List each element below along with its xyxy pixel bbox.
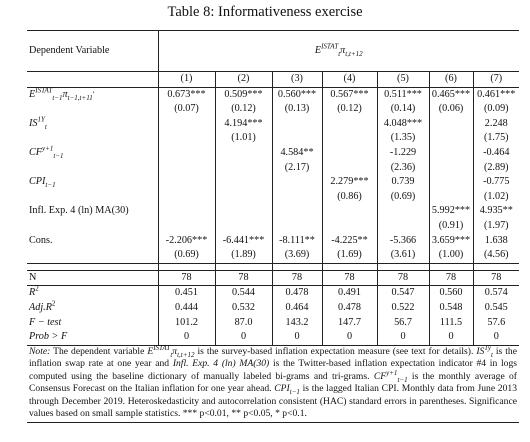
table-title: Table 8: Informativeness exercise [167, 4, 363, 20]
coefficient-cell [429, 117, 473, 132]
dependent-variable-label: Dependent Variable [27, 31, 158, 72]
coefficient-cell: 2.248 [473, 117, 519, 132]
standard-error-cell [215, 219, 272, 234]
coefficient-row [27, 87, 519, 102]
standard-error-cell: (1.02) [473, 190, 519, 205]
column-header: (5) [377, 72, 429, 88]
standard-error-cell: (1.97) [473, 219, 519, 234]
coefficient-cell [158, 204, 215, 219]
statistic-cell: 0 [215, 330, 272, 345]
coefficient-cell: 3.659*** [429, 234, 473, 249]
column-header: (7) [473, 72, 519, 88]
regression-table [27, 30, 519, 346]
coefficient-cell [272, 175, 322, 190]
standard-error-cell: (4.56) [473, 248, 519, 263]
column-header: (1) [158, 72, 215, 88]
statistic-cell: 0.464 [272, 301, 322, 316]
standard-error-cell: (0.14) [377, 102, 429, 117]
standard-error-cell [272, 190, 322, 205]
standard-error-cell [158, 161, 215, 176]
statistic-cell: 0.478 [322, 301, 377, 316]
coefficient-cell: 0.567*** [322, 87, 377, 102]
coefficient-cell: 0.465*** [429, 87, 473, 102]
statistic-cell: 0.574 [473, 286, 519, 301]
coefficient-cell: 0.461*** [473, 87, 519, 102]
standard-error-cell: (0.69) [158, 248, 215, 263]
statistic-cell: 78 [215, 270, 272, 286]
standard-error-row [27, 219, 519, 234]
statistic-cell: 78 [158, 270, 215, 286]
standard-error-cell: (0.13) [272, 102, 322, 117]
statistic-cell: 0.547 [377, 286, 429, 301]
standard-error-cell: (3.61) [377, 248, 429, 263]
variable-label: $CPI_{t-1}$ [29, 176, 56, 190]
standard-error-cell [429, 131, 473, 146]
coefficient-cell: 4.048*** [377, 117, 429, 132]
coefficient-cell: 1.638 [473, 234, 519, 249]
standard-error-cell: (2.36) [377, 161, 429, 176]
coefficient-cell: -8.111** [272, 234, 322, 249]
standard-error-cell: (0.07) [158, 102, 215, 117]
statistic-cell: 56.7 [377, 316, 429, 331]
standard-error-cell [429, 161, 473, 176]
statistic-row [27, 330, 519, 345]
statistic-row [27, 316, 519, 331]
coefficient-cell: -2.206*** [158, 234, 215, 249]
column-header: (6) [429, 72, 473, 88]
statistic-row [27, 270, 519, 286]
statistic-row [27, 286, 519, 301]
statistic-label: $Adj.R^2$ [29, 299, 56, 313]
standard-error-row [27, 161, 519, 176]
coefficient-cell [429, 175, 473, 190]
statistic-cell: 0 [377, 330, 429, 345]
coefficient-cell: 5.992*** [429, 204, 473, 219]
standard-error-cell: (2.17) [272, 161, 322, 176]
column-header: (4) [322, 72, 377, 88]
standard-error-row [27, 131, 519, 146]
statistic-cell: 78 [322, 270, 377, 286]
statistic-cell: 143.2 [272, 316, 322, 331]
statistic-cell: 0 [473, 330, 519, 345]
coefficient-cell: -0.775 [473, 175, 519, 190]
standard-error-cell: (1.35) [377, 131, 429, 146]
standard-error-cell [322, 131, 377, 146]
coefficient-cell [272, 117, 322, 132]
statistic-cell: 147.7 [322, 316, 377, 331]
coefficient-cell [158, 146, 215, 161]
coefficient-row [27, 117, 519, 132]
standard-error-cell: (1.75) [473, 131, 519, 146]
standard-error-cell: (0.06) [429, 102, 473, 117]
statistic-cell: 78 [473, 270, 519, 286]
statistic-cell: 87.0 [215, 316, 272, 331]
coefficient-cell [322, 146, 377, 161]
statistic-cell: 0.545 [473, 301, 519, 316]
statistic-cell: 0.532 [215, 301, 272, 316]
coefficient-row [27, 204, 519, 219]
coefficient-cell [158, 175, 215, 190]
standard-error-cell: (0.69) [377, 190, 429, 205]
spacer-row [27, 263, 519, 270]
coefficient-cell [322, 204, 377, 219]
standard-error-cell: (2.89) [473, 161, 519, 176]
standard-error-cell: (0.86) [322, 190, 377, 205]
coefficient-row [27, 234, 519, 249]
coefficient-cell: 4.584** [272, 146, 322, 161]
statistic-cell: 0.444 [158, 301, 215, 316]
standard-error-cell [158, 219, 215, 234]
coefficient-row [27, 146, 519, 161]
standard-error-cell: (1.89) [215, 248, 272, 263]
standard-error-cell [377, 219, 429, 234]
standard-error-cell: (0.09) [473, 102, 519, 117]
standard-error-row [27, 102, 519, 117]
statistic-cell: 0.548 [429, 301, 473, 316]
coefficient-cell [215, 146, 272, 161]
standard-error-cell: (0.12) [322, 102, 377, 117]
coefficient-rows [27, 87, 519, 270]
standard-error-cell: (1.00) [429, 248, 473, 263]
statistic-cell: 111.5 [429, 316, 473, 331]
statistic-cell: 0.560 [429, 286, 473, 301]
statistic-cell: 0.491 [322, 286, 377, 301]
coefficient-cell: -6.441*** [215, 234, 272, 249]
statistic-cell: 0 [429, 330, 473, 345]
statistic-cell: 0 [158, 330, 215, 345]
coefficient-cell: 0.673*** [158, 87, 215, 102]
column-number-row [27, 72, 519, 88]
statistic-cell: 57.6 [473, 316, 519, 331]
variable-label: $CF^{y+1}_{t-1}$ [29, 144, 64, 160]
statistic-row [27, 301, 519, 316]
statistic-label: F − test [29, 316, 62, 328]
coefficient-row [27, 175, 519, 190]
standard-error-cell [272, 131, 322, 146]
coefficient-cell [215, 175, 272, 190]
coefficient-cell [322, 117, 377, 132]
coefficient-cell [377, 204, 429, 219]
coefficient-cell: -4.225** [322, 234, 377, 249]
standard-error-cell [158, 190, 215, 205]
standard-error-row [27, 248, 519, 263]
coefficient-cell: 0.511*** [377, 87, 429, 102]
coefficient-cell: 0.739 [377, 175, 429, 190]
variable-label: Infl. Exp. 4 (ln) MA(30) [29, 205, 129, 217]
coefficient-cell: 2.279*** [322, 175, 377, 190]
standard-error-row [27, 190, 519, 205]
statistic-cell: 0 [322, 330, 377, 345]
coefficient-cell: -0.464 [473, 146, 519, 161]
table-note: Note: The dependent variable $E^{ISTAT}_t\pi_{t,t+12}$ is the survey-based inflation expectation measure (see text for details). $IS^{1y}_t$ is the inflation swap rate at one year and Infl. Exp. 4 (ln) MA(30) is the Twitter-based inflation expectation indicator #4 in logs computed using the baseline dictionary of manually labeled bi-grams and tri-grams. $CF^{y+1}_{t-1}$ is the monthly average of Consensus Forecast on the Italian inflation for one year ahead. $CPI_{t-1}$ is the lagged Italian CPI. Monthly data from June 2013 through December 2019. Heteroskedasticity and autocorrelation consistent (HAC) standard errors in parentheses. Significance values based on small sample statistics. *** p<0.01, ** p<0.05, * p<0.1. [27, 344, 519, 423]
statistic-label: Prob > F [27, 330, 158, 345]
standard-error-cell [322, 161, 377, 176]
statistic-cell: 0.522 [377, 301, 429, 316]
coefficient-cell: 0.509*** [215, 87, 272, 102]
statistic-label: N [27, 270, 158, 286]
standard-error-cell [215, 190, 272, 205]
coefficient-cell [272, 204, 322, 219]
dependent-variable-name: $E^{ISTAT}_t\pi_{t,t+12}$ [158, 31, 519, 72]
standard-error-cell: (0.91) [429, 219, 473, 234]
standard-error-cell [272, 219, 322, 234]
statistic-cell: 0.478 [272, 286, 322, 301]
column-header: (3) [272, 72, 322, 88]
standard-error-cell: (0.12) [215, 102, 272, 117]
coefficient-cell: 0.560*** [272, 87, 322, 102]
coefficient-cell: -5.366 [377, 234, 429, 249]
variable-label: $E^{ISTAT}_{t-1}\pi_{t-1,t+11}^,$ [29, 86, 95, 102]
statistic-cell: 0.544 [215, 286, 272, 301]
coefficient-cell [158, 117, 215, 132]
coefficient-cell: 4.194*** [215, 117, 272, 132]
header-row [27, 31, 519, 72]
coefficient-cell [429, 146, 473, 161]
standard-error-cell [215, 161, 272, 176]
standard-error-cell: (1.69) [322, 248, 377, 263]
statistic-cell: 0.451 [158, 286, 215, 301]
standard-error-cell: (3.69) [272, 248, 322, 263]
standard-error-cell [158, 131, 215, 146]
column-header: (2) [215, 72, 272, 88]
variable-label: $IS^{1Y}_t$ [29, 115, 47, 131]
standard-error-cell [322, 219, 377, 234]
statistic-cell: 78 [377, 270, 429, 286]
coefficient-cell: -1.229 [377, 146, 429, 161]
statistic-cell: 101.2 [158, 316, 215, 331]
statistic-cell: 78 [272, 270, 322, 286]
statistic-cell: 0 [272, 330, 322, 345]
coefficient-cell: 4.935** [473, 204, 519, 219]
statistic-cell: 78 [429, 270, 473, 286]
standard-error-cell: (1.01) [215, 131, 272, 146]
variable-label: Cons. [29, 234, 53, 246]
standard-error-cell [429, 190, 473, 205]
statistics-rows [27, 270, 519, 345]
statistic-label: $R^2$ [27, 286, 158, 301]
coefficient-cell [215, 204, 272, 219]
